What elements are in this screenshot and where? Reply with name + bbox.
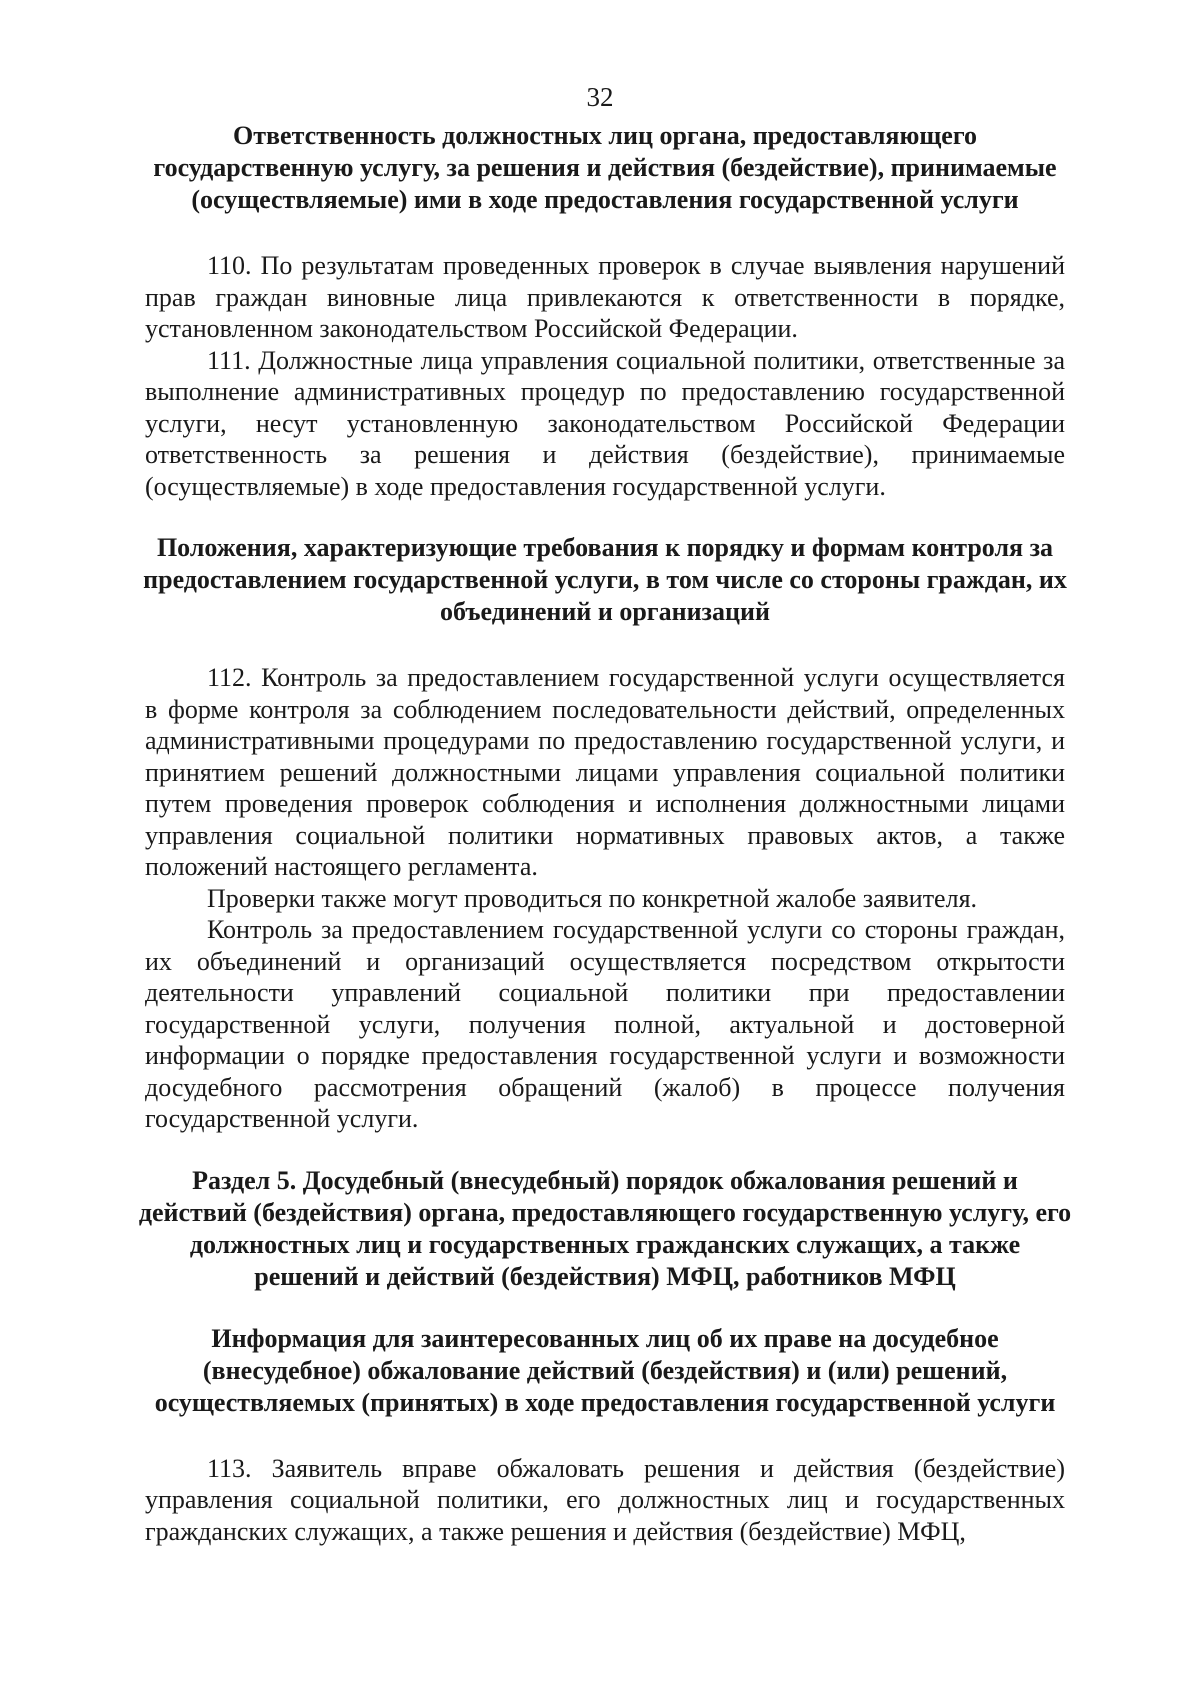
document-body: [138, 120, 1072, 1547]
paragraph-110: 110. По результатам проведенных проверок в случае выявления нарушений прав граждан виновные лица привлекаются к ответственности в порядке, установленном законодательством Российской Федерации.: [145, 251, 1065, 343]
paragraph-112-citizens: Контроль за предоставлением государственной услуги со стороны граждан, их объединений и организаций осуществляется посредством открытости деятельности управлений социальной политики при предоставлении государственной услуги, получения полной, актуальной и достоверной информации о порядке предоставления государственной услуги и возможности досудебного рассмотрения обращений (жалоб) в процессе получения государственной услуги.: [145, 915, 1065, 1133]
paragraph-113: 113. Заявитель вправе обжаловать решения и действия (бездействие) управления социальной политики, его должностных лиц и государственных гражданских служащих, а также решения и действия (бездействие) МФЦ,: [145, 1453, 1065, 1546]
paragraph-112: 112. Контроль за предоставлением государственной услуги осуществляется в форме контроля за соблюдением последовательности действий, определенных административными процедурами по предоставлению государственной услуги, и принятием решений должностными лицами управления социальной политики путем проведения проверок соблюдения и исполнения должностными лицами управления социальной политики нормативных правовых актов, а также положений настоящего регламента.: [145, 663, 1065, 881]
paragraph-112-checks: Проверки также могут проводиться по конкретной жалобе заявителя.: [207, 883, 978, 913]
paragraph-111: 111. Должностные лица управления социальной политики, ответственные за выполнение административных процедур по предоставлению государственной услуги, несут установленную законодательством Российской Федерации ответственность за решения и действия (бездействие), принимаемые (осуществляемые) в ходе предоставления государственной услуги.: [145, 345, 1065, 501]
heading-info: Информация для заинтересованных лиц об их праве на досудебное (внесудебное) обжалование действий (бездействия) и (или) решений, осуществляемых (принятых) в ходе предоставления государственной услуги: [154, 1323, 1056, 1417]
heading-control-provisions: Положения, характеризующие требования к порядку и формам контроля за предоставлением государственной услуги, в том числе со стороны граждан, их объединений и организаций: [143, 533, 1067, 626]
heading-responsibility: Ответственность должностных лиц органа, предоставляющего государственную услугу, за решения и действия (бездействие), принимаемые (осуществляемые) ими в ходе предоставления государственной услуги: [153, 121, 1057, 214]
page-number: 32: [586, 82, 614, 112]
heading-section-5: Раздел 5. Досудебный (внесудебный) порядок обжалования решений и действий (бездействия) органа, предоставляющего государственную услугу, его должностных лиц и государственных гражданских служащих, а также решений и действий (бездействия) МФЦ, работников МФЦ: [138, 1165, 1072, 1291]
